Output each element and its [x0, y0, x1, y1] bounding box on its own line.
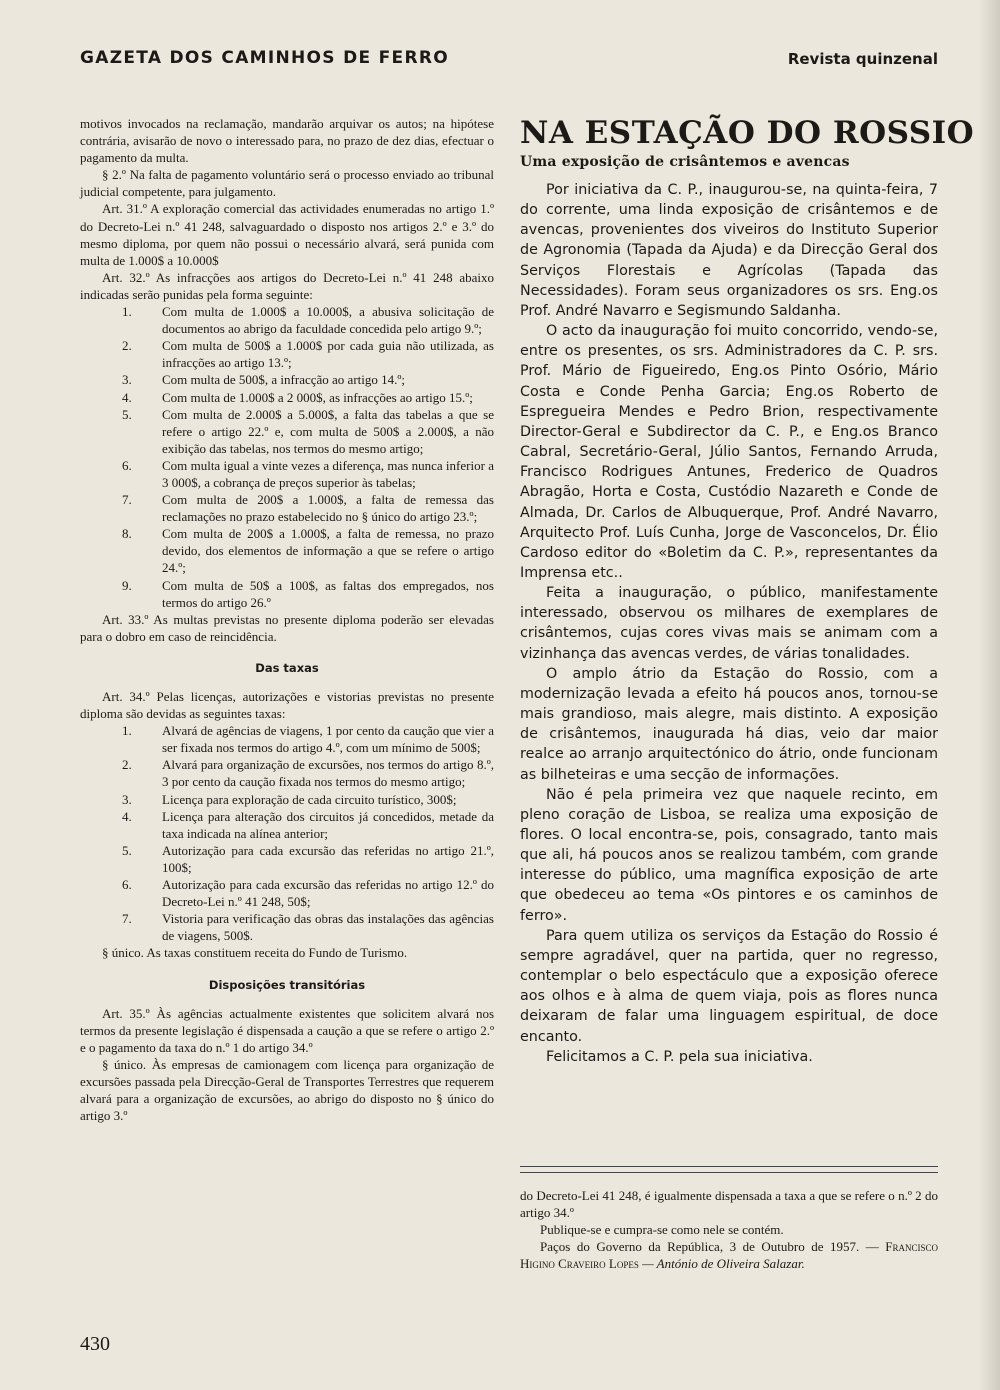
left-column — [80, 115, 494, 1124]
list-number: 7. — [122, 911, 132, 927]
list-number: 2. — [122, 757, 132, 773]
signature-president: Francisco Higino Craveiro Lopes — [520, 1239, 938, 1271]
list-number: 5. — [122, 406, 132, 422]
running-header — [80, 48, 938, 72]
section-heading: Das taxas — [255, 660, 319, 675]
paragraph: § único. As taxas constituem receita do Fundo de Turismo. — [102, 945, 408, 961]
signature-separator: — — [638, 1256, 657, 1271]
paragraph: Art. 31.º A exploração comercial das actividades enumeradas no artigo 1.º do Decreto-Lei n.º 41 248, salvaguardado o disposto nos artigos 2.º e 3.º do mesmo diploma, por quem não possui o necessário alvará, será punida com multa de 1.000$ a 10.000$ — [80, 201, 494, 268]
decree-continuation — [520, 1187, 938, 1272]
list-item — [80, 722, 494, 756]
list-text: Com multa de 2.000$ a 5.000$, a falta das tabelas a que se refere o artigo 22.º e, com multa de 500$ a 2.000$, a não exibição das tabelas, nos termos do mesmo artigo; — [162, 406, 494, 456]
list-number: 4. — [122, 389, 132, 405]
list-text: Alvará de agências de viagens, 1 por cento da caução que vier a ser fixada nos termos do artigo 4.º, com um mínimo de 500$; — [162, 723, 494, 756]
paragraph — [520, 1238, 938, 1272]
paragraph: § único. Às empresas de camionagem com licença para organização de excursões passada pela Direcção-Geral de Transportes Terrestres que requerem alvará para a organização de excursões, ao abrigo do disposto no § único do artigo 3.º — [80, 1056, 494, 1124]
list-item — [80, 337, 494, 371]
list-number: 3. — [122, 791, 132, 807]
list-item — [80, 808, 494, 842]
list-text: Licença para exploração de cada circuito turístico, 300$; — [162, 791, 457, 807]
section-heading: Disposições transitórias — [208, 977, 366, 992]
page-edge-shadow — [978, 0, 1000, 1390]
list-number: 7. — [122, 492, 132, 508]
list-item — [80, 525, 494, 576]
list-item — [80, 491, 494, 525]
list-number: 1. — [122, 304, 132, 320]
list-item — [80, 577, 494, 611]
list-item — [80, 371, 494, 388]
paragraph: Art. 33.º As multas previstas no presente diploma poderão ser elevadas para o dobro em caso de reincidência. — [80, 611, 494, 644]
publication-frequency: Revista quinzenal — [787, 50, 938, 68]
article-paragraph: Por iniciativa da C. P., inaugurou-se, na quinta-feira, 7 do corrente, uma linda exposição de crisântemos e de avencas, provenientes dos viveiros do Instituto Superior de Agronomia (Tapada da Ajuda) e da Direcção Geral dos Serviços Florestais e Agrícolas (Tapada das Necessidades). Foram seus organizadores os srs. Eng.os Prof. André Navarro e Segismundo Saldanha. — [520, 182, 938, 319]
paragraph: Publique-se e cumpra-se como nele se contém. — [540, 1222, 784, 1237]
right-column — [520, 115, 975, 1067]
list-text: Com multa de 1.000$ a 10.000$, a abusiva solicitação de documentos ao abrigo da faculdade concedida pelo artigo 9.º; — [162, 304, 494, 337]
article-title: NA ESTAÇÃO DO ROSSIO — [520, 115, 975, 151]
penalty-list — [80, 303, 494, 611]
list-number: 6. — [122, 457, 132, 473]
list-text: Com multa de 500$ a 1.000$ por cada guia não utilizada, as infracções ao artigo 13.º; — [162, 338, 494, 371]
list-text: Com multa de 200$ a 1.000$, a falta de remessa das reclamações no prazo estabelecido no § único do artigo 23.º; — [162, 492, 494, 525]
list-item — [80, 910, 494, 944]
article-paragraph: O acto da inauguração foi muito concorrido, vendo-se, entre os presentes, os srs. Administradores da C. P. srs. Prof. Mário de Figueiredo, Eng.os Pinto Osório, Mário Costa e Conde Penha Garcia; Eng.os Roberto de Espregueira Mendes e Pedro Brion, respectivamente Director-Geral e Subdirector da C. P., e Eng.os Branco Cabral, Secretário-Geral, Júlio Santos, Fernando Arruda, Francisco Rodrigues Antunes, Frederico de Quadros Abragão, Horta e Costa, Custódio Nazareth e Conde de Almada, Dr. Carlos de Albuquerque, Prof. André Navarro, Arquitecto Prof. Luís Cunha, Jorge de Vasconcelos, Dr. Élio Cardoso editor do «Boletim da C. P.», representantes da Imprensa etc.. — [520, 323, 938, 581]
article-paragraph: Não é pela primeira vez que naquele recinto, em pleno coração de Lisboa, se realiza uma exposição de flores. O local encontra-se, pois, consagrado, tanto mais que ali, há poucos anos se realizou também, com grande interesse do público, uma magnífica exposição de arte que obedeceu ao tema «Os pintores e os caminhos de ferro». — [520, 786, 938, 924]
list-number: 5. — [122, 842, 132, 858]
list-item — [80, 406, 494, 457]
article-paragraph: Feita a inauguração, o público, manifestamente interessado, observou os milhares de exemplares de crisântemos, cujas cores vivas mais se animam com a vizinhança das avencas verdes, de várias tonalidades. — [520, 585, 938, 662]
paragraph: Art. 35.º Às agências actualmente existentes que solicitem alvará nos termos da presente legislação é dispensada a caução a que se refere o artigo 2.º e o pagamento da taxa do n.º 1 do artigo 34.º — [80, 1005, 494, 1055]
article-body — [520, 180, 938, 1067]
list-text: Vistoria para verificação das obras das instalações das agências de viagens, 500$. — [162, 911, 494, 944]
fees-list — [80, 722, 494, 944]
signature-minister: António de Oliveira Salazar. — [656, 1256, 805, 1271]
article-paragraph: O amplo átrio da Estação do Rossio, com a modernização levada a efeito há poucos anos, tornou-se mais grandioso, mais alegre, mais distinto. A exposição de crisântemos, inaugurada há dias, veio dar maior realce ao arranjo arquitectónico do átrio, onde funcionam as bilheteiras e uma secção de informações. — [520, 665, 938, 783]
article-subtitle: Uma exposição de crisântemos e avencas — [520, 154, 850, 170]
list-number: 9. — [122, 577, 132, 593]
list-number: 4. — [122, 808, 132, 824]
list-text: Autorização para cada excursão das referidas no artigo 21.º, 100$; — [162, 842, 494, 875]
page-number: 430 — [80, 1333, 110, 1355]
list-item — [80, 303, 494, 337]
list-number: 6. — [122, 877, 132, 893]
list-text: Com multa de 200$ a 1.000$, a falta de remessa, no prazo devido, dos elementos de informação a que se refere o artigo 24.º; — [162, 526, 494, 576]
article-paragraph: Felicitamos a C. P. pela sua iniciativa. — [546, 1048, 813, 1065]
paragraph: do Decreto-Lei 41 248, é igualmente dispensada a taxa a que se refere o n.º 2 do artigo 34.º — [520, 1188, 938, 1220]
list-text: Licença para alteração dos circuitos já concedidos, metade da taxa indicada na alínea anterior; — [162, 808, 494, 841]
publication-title: GAZETA DOS CAMINHOS DE FERRO — [80, 48, 449, 68]
list-text: Autorização para cada excursão das referidas no artigo 12.º do Decreto-Lei n.º 41 248, 50$; — [162, 877, 494, 910]
list-number: 3. — [122, 372, 132, 388]
list-number: 1. — [122, 723, 132, 739]
list-text: Com multa de 1.000$ a 2 000$, as infracções ao artigo 15.º; — [162, 389, 473, 405]
list-text: Com multa igual a vinte vezes a diferença, mas nunca inferior a 3 000$, a cobrança de preços superior às tabelas; — [162, 457, 494, 490]
list-text: Com multa de 500$, a infracção ao artigo 14.º; — [162, 372, 406, 388]
article-paragraph: Para quem utiliza os serviços da Estação do Rossio é sempre agradável, quer na partida, quer no regresso, contemplar o belo espectáculo que a exposição oferece aos olhos e à alma de quem viaja, pois as flores nunca deixaram de falar uma linguagem espiritual, de doce encanto. — [520, 927, 938, 1045]
list-item — [80, 876, 494, 910]
date-line: Paços do Governo da República, 3 de Outubro de 1957. — — [540, 1239, 879, 1254]
list-number: 2. — [122, 338, 132, 354]
list-text: Com multa de 50$ a 100$, as faltas dos empregados, nos termos do artigo 26.º — [162, 577, 494, 610]
list-item — [80, 842, 494, 876]
list-number: 8. — [122, 526, 132, 542]
list-item — [80, 457, 494, 491]
list-item — [80, 791, 494, 808]
double-rule-divider — [520, 1166, 938, 1173]
list-item — [80, 756, 494, 790]
paragraph: § 2.º Na falta de pagamento voluntário será o processo enviado ao tribunal judicial competente, para julgamento. — [80, 167, 494, 200]
paragraph: Art. 34.º Pelas licenças, autorizações e vistorias previstas no presente diploma são devidas as seguintes taxas: — [80, 689, 494, 722]
paragraph: motivos invocados na reclamação, mandarão arquivar os autos; na hipótese contrária, avisarão de novo o interessado para, no prazo de dez dias, efectuar o pagamento da multa. — [80, 116, 494, 166]
paragraph: Art. 32.º As infracções aos artigos do Decreto-Lei n.º 41 248 abaixo indicadas serão punidas pela forma seguinte: — [80, 269, 494, 302]
list-text: Alvará para organização de excursões, nos termos do artigo 8.º, 3 por cento da caução fixada nos termos do mesmo artigo; — [162, 757, 494, 790]
list-item — [80, 389, 494, 406]
